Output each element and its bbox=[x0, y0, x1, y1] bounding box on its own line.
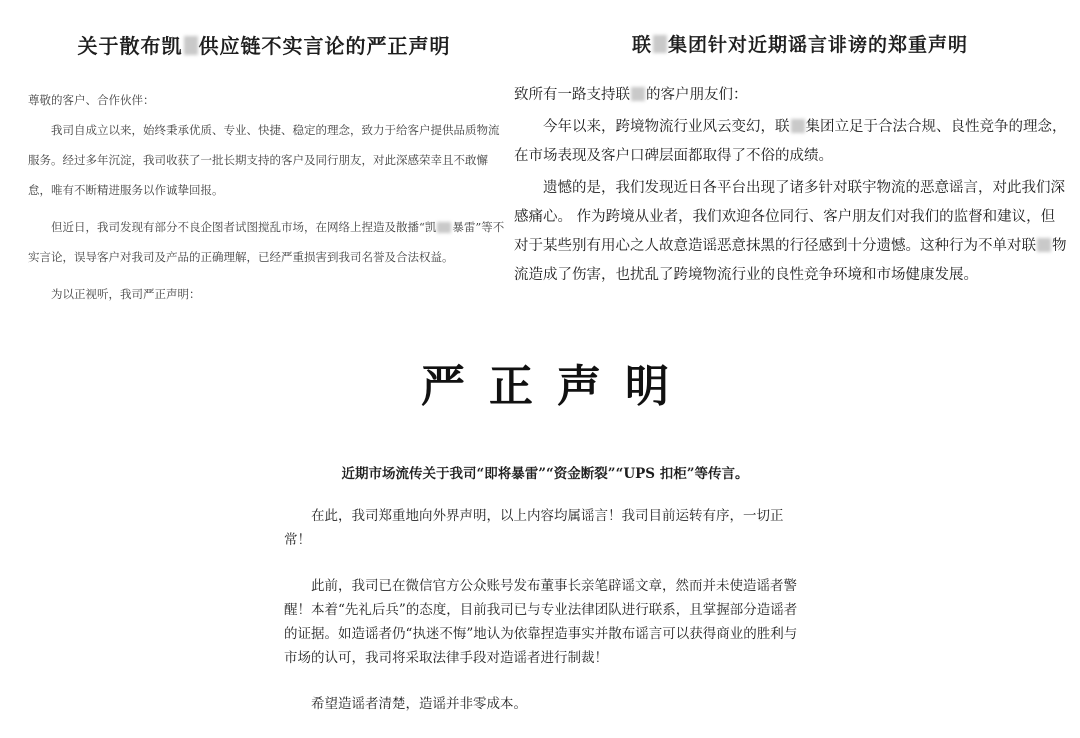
bottom-paragraph-3: 希望造谣者清楚，造谣并非零成本。 bbox=[311, 696, 527, 712]
bottom-statement bbox=[284, 350, 806, 738]
redaction-blur bbox=[184, 36, 198, 55]
bottom-paragraph-2: 此前，我司已在微信官方公众账号发布董事长亲笔辟谣文章，然而并未使造谣者警醒！本着“先礼后兵”的态度，目前我司已与专业法律团队进行联系，且掌握部分造谣者的证据。如造谣者仍“执迷不悔”地认为依靠捏造事实并散布谣言可以获得商业的胜利与市场的认可，我司将采取法律手段对造谣者进行制裁！ bbox=[284, 578, 798, 666]
redaction-blur bbox=[1037, 238, 1051, 252]
left-statement-body bbox=[28, 85, 506, 309]
right-paragraph-2: 遗憾的是，我们发现近日各平台出现了诸多针对联宇物流的恶意谣言，对此我们深感痛心。 作为跨境从业者，我们欢迎各位同行、客户朋友们对我们的监督和建议，但对于某些别有用心之人故意造谣恶意抹黑的行径感到十分遗憾。这种行为不单对联 物流造成了伤害，也扰乱了跨境物流行业的良性竞争环境和市场健康发展。 bbox=[514, 180, 1067, 283]
right-salutation: 致所有一路支持联 的客户朋友们： bbox=[514, 87, 748, 103]
bottom-headline: 近期市场流传关于我司“即将暴雷”“资金断裂”“UPS 扣柜”等传言。 bbox=[341, 466, 749, 482]
bottom-statement-body bbox=[284, 504, 806, 716]
redaction-blur bbox=[653, 35, 667, 53]
left-statement bbox=[28, 30, 506, 316]
right-statement-body bbox=[514, 81, 1068, 290]
bottom-paragraph-1: 在此，我司郑重地向外界声明，以上内容均属谣言！我司目前运转有序，一切正常！ bbox=[284, 508, 784, 548]
left-statement-title: 关于散布凯 供应链不实言论的严正声明 bbox=[77, 34, 451, 58]
left-paragraph-2: 但近日，我司发现有部分不良企图者试图搅乱市场，在网络上捏造及散播“凯 暴雷”等不实言论，误导客户对我司及产品的正确理解，已经严重损害到我司名誉及合法权益。 bbox=[28, 220, 505, 264]
left-paragraph-3: 为以正视听，我司严正声明： bbox=[51, 287, 201, 301]
left-paragraph-1: 我司自成立以来，始终秉承优质、专业、快捷、稳定的理念，致力于给客户提供品质物流服务。经过多年沉淀，我司收获了一批长期支持的客户及同行朋友，对此深感荣幸且不敢懈怠，唯有不断精进服务以作诚挚回报。 bbox=[28, 123, 500, 197]
right-statement bbox=[514, 30, 1068, 293]
redaction-blur bbox=[437, 222, 451, 233]
left-salutation: 尊敬的客户、合作伙伴： bbox=[28, 93, 155, 107]
redaction-blur bbox=[631, 87, 645, 101]
redaction-blur bbox=[791, 119, 805, 133]
right-paragraph-1: 今年以来，跨境物流行业风云变幻，联 集团立足于合法合规、良性竞争的理念，在市场表现及客户口碑层面都取得了不俗的成绩。 bbox=[514, 119, 1067, 164]
bottom-statement-title: 严正声明 bbox=[421, 361, 693, 412]
right-statement-title: 联 集团针对近期谣言诽谤的郑重声明 bbox=[631, 34, 969, 56]
